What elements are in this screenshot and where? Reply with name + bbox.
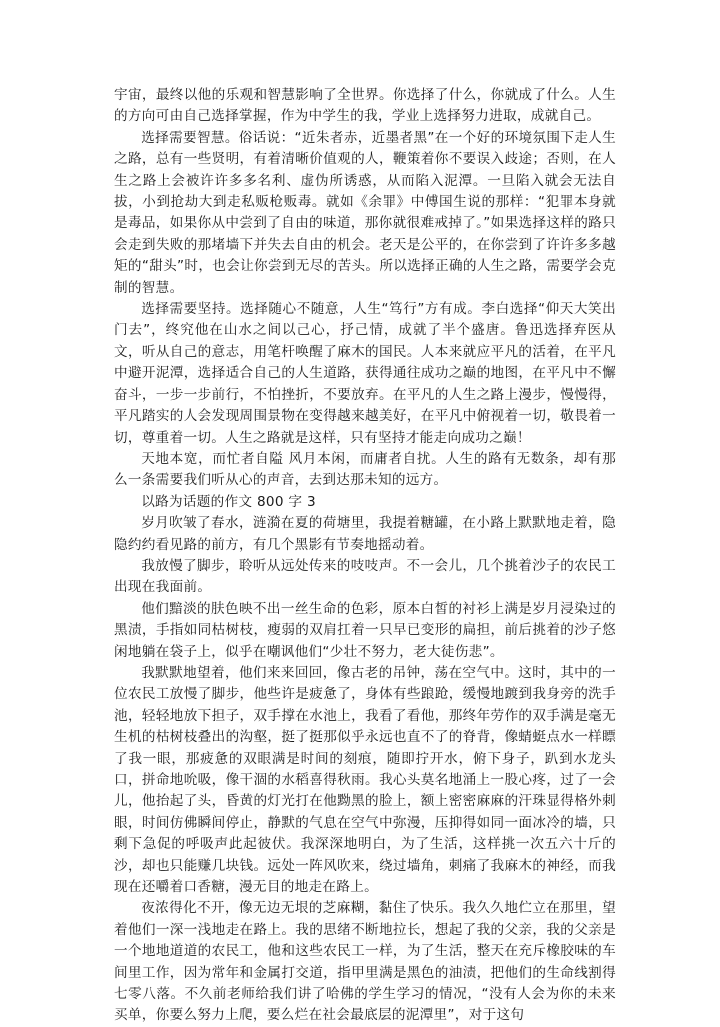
paragraph-essay3-5: 夜浓得化不开，像无边无垠的芝麻糊，黏住了快乐。我久久地伫立在那里，望着他们一深一浅地走在路上。我的思绪不断地拉长，想起了我的父亲，我的父亲是一个地地道道的农民工，他和这些农民工一样，为了生活，整天在充斥橡胶味的车间里工作，因为常年和金属打交道，指甲里满是黑色的油渍，把他们的生命线割得七零八落。不久前老师给我们讲了哈佛的学生学习的情况，“没有人会为你的未来买单，你要么努力上爬，要么烂在社会最底层的泥潭里”，对于这句	[114, 900, 616, 1024]
paragraph-conclusion: 天地本宽，而忙者自隘 风月本闲，而庸者自扰。人生的路有无数条，却有那么一条需要我们听从心的声音，去到达那未知的远方。	[114, 450, 616, 489]
paragraph-1: 宇宙，最终以他的乐观和智慧影响了全世界。你选择了什么，你就成了什么。人生的方向可由自己选择掌握，作为中学生的我，学业上选择努力进取，成就自己。	[114, 87, 616, 125]
essay-title: 以路为话题的作文 800 字 3	[141, 493, 316, 510]
paragraph-choice-persistence: 选择需要坚持。选择随心不随意，人生“笃行”方有成。李白选择“仰天大笑出门去”，终究他在山水之间以己心，抒己情，成就了半个盛唐。鲁迅选择弃医从文，听从自己的意志，用笔杆唤醒了麻木的国民。人本来就应平凡的活着，在平凡中避开泥潭，选择适合自己的人生道路，获得通往成功之巅的地图，在平凡中不懈奋斗，一步一步前行，不怕挫折，不要放弃。在平凡的人生之路上漫步，慢慢得，平凡踏实的人会发现周围景物在变得越来越美好，在平凡中俯视着一切，敬畏着一切，尊重着一切。人生之路就是这样，只有坚持才能走向成功之巅！	[114, 301, 616, 446]
paragraph-essay3-2: 我放慢了脚步，聆听从远处传来的吱吱声。不一会儿，几个挑着沙子的农民工出现在我面前。	[114, 557, 616, 596]
paragraph-choice-wisdom: 选择需要智慧。俗话说：“近朱者赤，近墨者黑”在一个好的环境氛围下走人生之路，总有一些贤明，有着清晰价值观的人，鞭策着你不要误入歧途；否则，在人生之路上会被许许多多名利、虚伪所诱惑，从而陷入泥潭。一旦陷入就会无法自拔，小到抢劫大到走私贩枪贩毒。就如《余罪》中傅国生说的那样：“犯罪本身就是毒品，如果你从中尝到了自由的味道，那你就很难戒掉了。”如果选择这样的路只会走到失败的那堵墙下并失去自由的机会。老天是公平的，在你尝到了许许多多越矩的“甜头”时，也会让你尝到无尽的苦头。所以选择正确的人生之路，需要学会克制的智慧。	[114, 129, 616, 296]
paragraph-essay3-4: 我默默地望着，他们来来回回，像古老的吊钟，荡在空气中。这时，其中的一位农民工放慢了脚步，他些许是疲惫了，身体有些踉跄，缓慢地踱到我身旁的洗手池，轻轻地放下担子，双手撑在水池上，我看了看他，那终年劳作的双手满是毫无生机的枯树枝叠出的沟壑，挺了挺那似乎永远也直不了的脊背，像蜻蜓点水一样瞟了我一眼，那疲惫的双眼满是时间的刻痕，随即拧开水，俯下身子，趴到水龙头口，拼命地吮吸，像干涸的水稻喜得秋雨。我心头莫名地涌上一股心疼，过了一会儿，他抬起了头，昏黄的灯光打在他黝黑的脸上，额上密密麻麻的汗珠显得格外刺眼，时间仿佛瞬间停止，静默的气息在空气中弥漫，压抑得如同一面冰冷的墙，只剩下急促的呼吸声此起彼伏。我深深地明白，为了生活，这样挑一次五六十斤的沙，却也只能赚几块钱。远处一阵风吹来，绕过墙角，刺痛了我麻木的神经，而我现在还嚼着口香糖，漫无目的地走在路上。	[114, 664, 616, 896]
paragraph-essay3-1: 岁月吹皱了春水，涟漪在夏的荷塘里，我提着糖罐，在小路上默默地走着，隐隐约约看见路的前方，有几个黑影有节奏地摇动着。	[114, 515, 616, 553]
paragraph-essay3-3: 他们黯淡的肤色映不出一丝生命的色彩，原本白皙的衬衫上满是岁月浸染过的黑渍，手指如同枯树枝，瘦弱的双肩扛着一只早已变形的扁担，前后挑着的沙子悠闲地躺在袋子上，似乎在嘲讽他们“少壮不努力，老大徒伤悲”。	[114, 600, 616, 660]
